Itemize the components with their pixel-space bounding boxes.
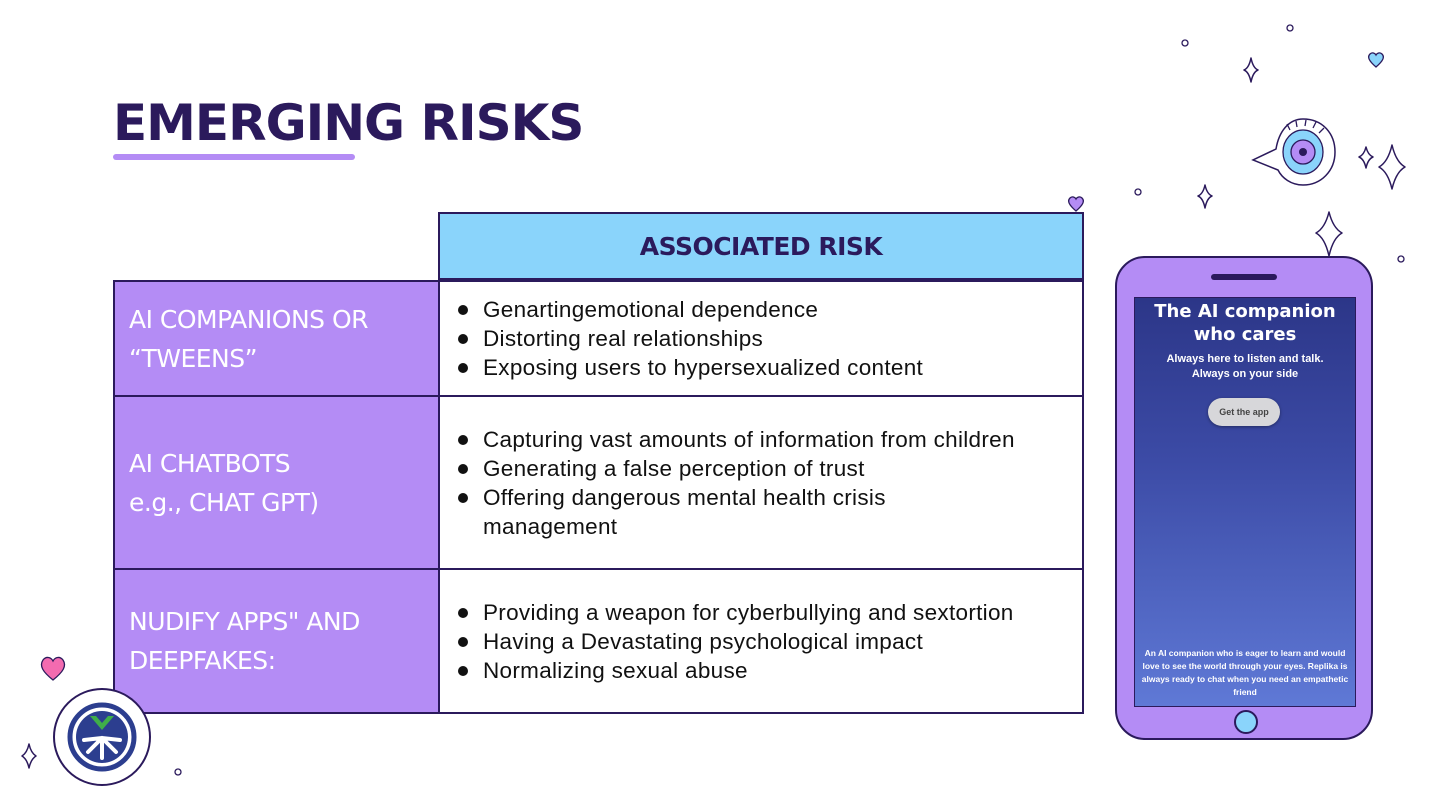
sparkle-icon	[22, 744, 36, 768]
category-line: AI CHATBOTS	[129, 448, 291, 478]
dot-decoration	[1135, 189, 1141, 195]
screen-footer: An AI companion who is eager to learn and would love to see the world through your eyes. Replika is always ready to chat when you need an empathetic friend	[1141, 648, 1349, 697]
get-app-button: Get the app	[1208, 398, 1280, 426]
dot-decoration	[175, 769, 181, 775]
category-line: DEEPFAKES:	[129, 646, 276, 675]
category-line: e.g., CHAT GPT)	[129, 487, 319, 517]
risk-item: Genartingemotional dependence	[483, 295, 1082, 324]
sparkle-icon	[1198, 185, 1212, 208]
risk-item: Normalizing sexual abuse	[483, 656, 1022, 685]
sparkle-icon	[1316, 212, 1342, 256]
dot-decoration	[1182, 40, 1188, 46]
sparkle-icon	[1379, 145, 1405, 189]
heart-icon	[1369, 53, 1384, 67]
page-title: EMERGING RISKS	[113, 94, 584, 152]
risk-item: Having a Devastating psychological impact	[483, 627, 1022, 656]
risk-item: Offering dangerous mental health crisis management	[483, 483, 1022, 541]
heart-icon	[41, 657, 64, 680]
table-header-associated-risk: ASSOCIATED RISK	[438, 212, 1084, 280]
category-line: “TWEENS”	[129, 343, 258, 373]
risk-item: Exposing users to hypersexualized content	[483, 353, 1082, 382]
dot-decoration	[1287, 25, 1293, 31]
risk-item: Distorting real relationships	[483, 324, 1082, 353]
category-line: NUDIFY APPS" AND	[129, 607, 360, 636]
sparkle-icon	[1359, 147, 1373, 168]
heart-icon	[1069, 197, 1084, 211]
eye-speech-bubble-icon	[1253, 119, 1335, 185]
sparkle-icon	[1244, 58, 1258, 82]
screen-title: The AI companion who cares	[1154, 301, 1336, 345]
risk-item: Providing a weapon for cyberbullying and sextortion	[483, 598, 1022, 627]
screen-subtitle: Always here to listen and talk. Always on your side	[1166, 353, 1324, 380]
risk-item: Capturing vast amounts of information from children	[483, 425, 1022, 454]
dot-decoration	[1398, 256, 1404, 262]
risk-item: Generating a false perception of trust	[483, 454, 1022, 483]
logo-icon	[54, 689, 150, 785]
category-line: AI COMPANIONS OR	[129, 304, 369, 334]
